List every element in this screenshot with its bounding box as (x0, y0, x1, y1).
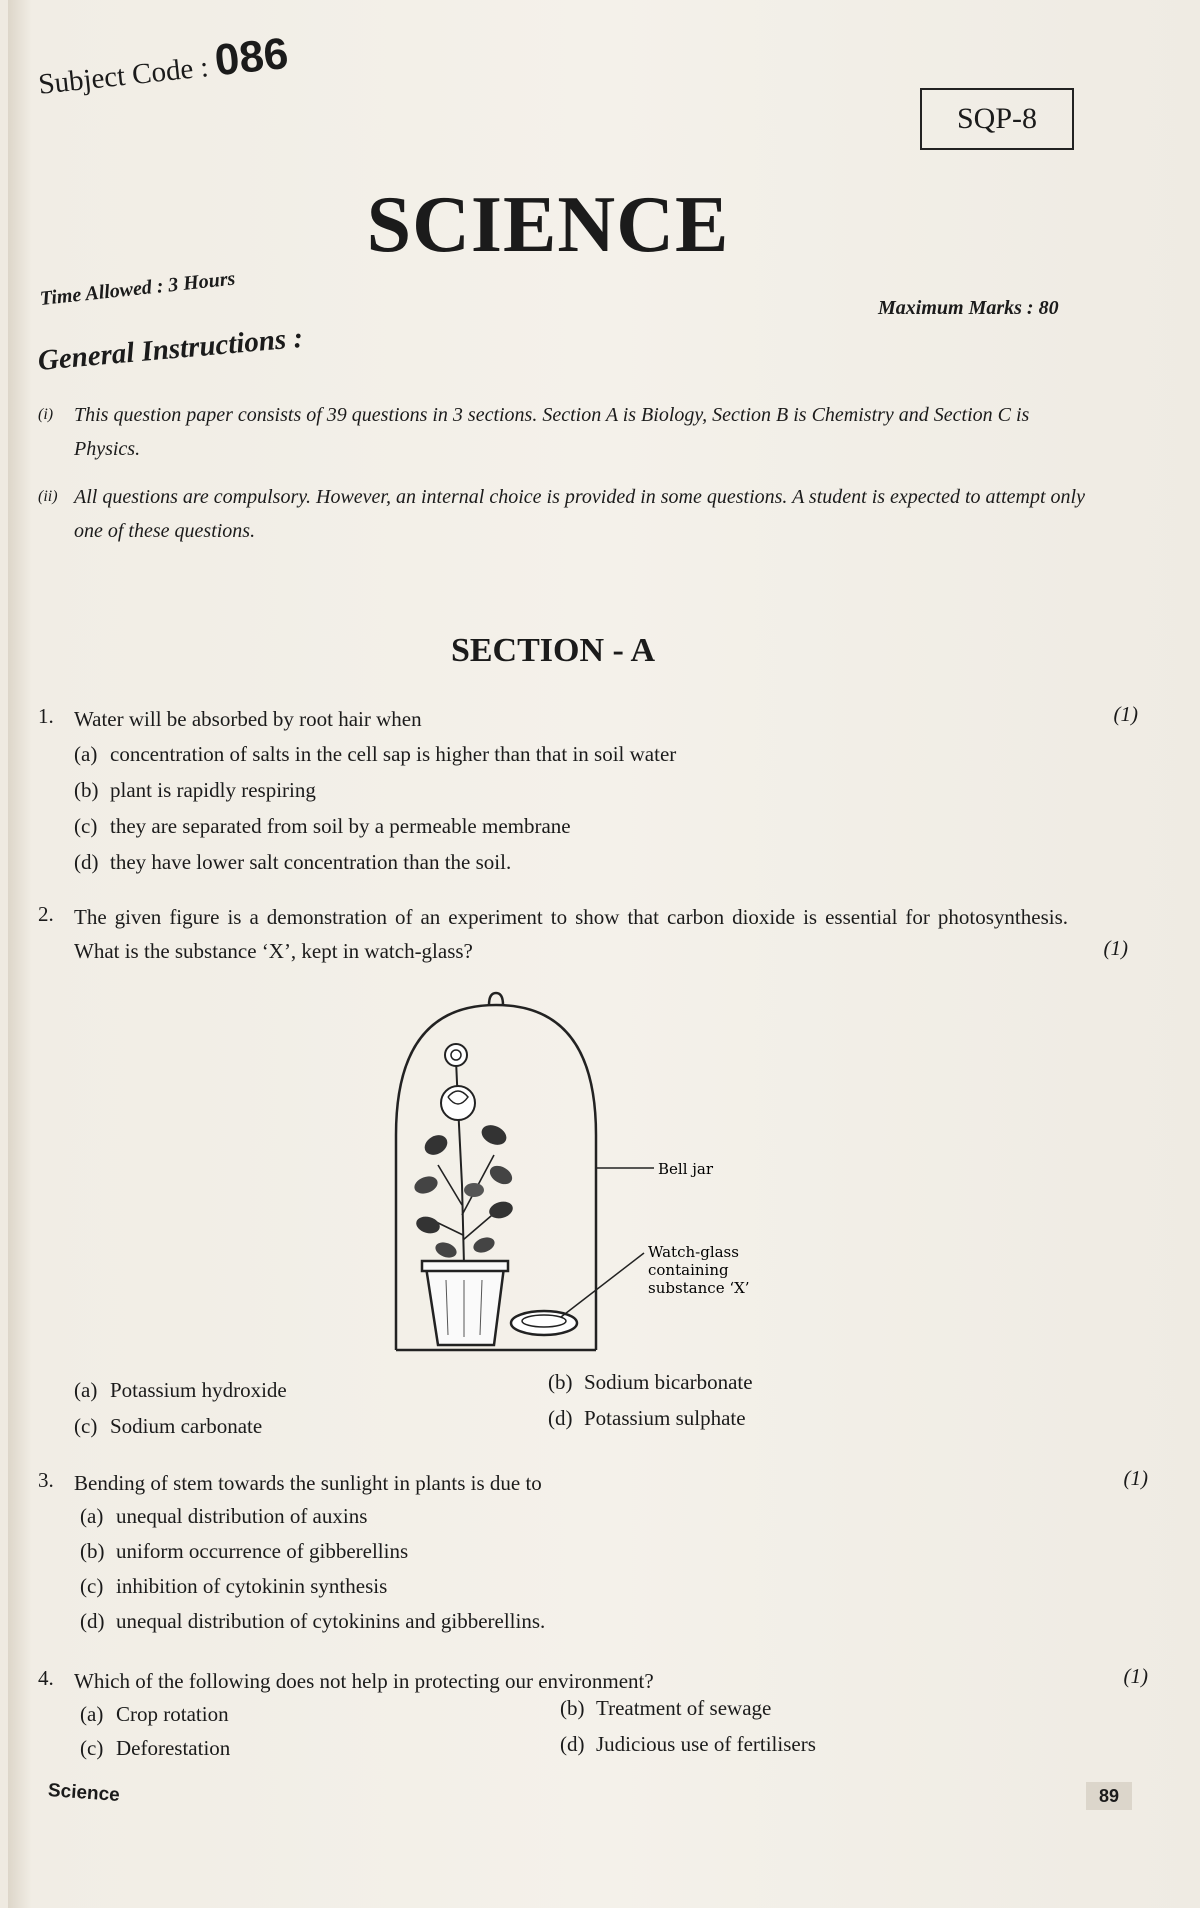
option-label: (c) (80, 1736, 104, 1760)
question-number: 1. (38, 704, 54, 728)
bell-jar-label: Bell jar (658, 1160, 714, 1178)
time-allowed: Time Allowed : 3 Hours (38, 267, 237, 310)
instructions-heading: General Instructions : (36, 321, 305, 377)
option-text: uniform occurrence of gibberellins (116, 1539, 409, 1563)
option-text: plant is rapidly respiring (110, 778, 316, 802)
question-1 (38, 702, 1138, 882)
option-a (80, 1702, 229, 1727)
option-d (560, 1732, 816, 1757)
bell-jar-illustration (386, 985, 846, 1355)
option-label: (a) (74, 742, 98, 766)
footer-subject: Science (47, 1780, 121, 1806)
option-a (74, 742, 676, 767)
option-a (74, 1378, 287, 1403)
option-d (80, 1609, 545, 1634)
subject-code-value: 086 (212, 28, 291, 86)
option-a (80, 1504, 367, 1529)
option-c (80, 1574, 387, 1599)
option-label: (d) (548, 1406, 573, 1430)
paper-code: SQP-8 (956, 102, 1038, 135)
paper-code-box (920, 88, 1074, 150)
option-text: Sodium carbonate (110, 1414, 263, 1438)
question-marks: (1) (1123, 1664, 1148, 1688)
watch-glass-label-1: Watch-glass (648, 1243, 739, 1261)
question-2 (38, 900, 1128, 968)
option-b (74, 778, 316, 803)
option-label: (c) (74, 1414, 98, 1438)
option-label: (b) (80, 1539, 105, 1563)
question-marks: (1) (1103, 936, 1128, 960)
option-d (548, 1406, 746, 1431)
option-label: (c) (74, 814, 98, 838)
question-4 (38, 1664, 1148, 1774)
instruction-text: All questions are compulsory. However, an internal choice is provided in some questions. A student is expected to attempt only one of these questions. (74, 486, 1085, 542)
subject-code (35, 29, 290, 105)
option-label: (a) (74, 1378, 98, 1402)
question-3 (38, 1466, 1148, 1636)
instruction-text: This question paper consists of 39 questions in 3 sections. Section A is Biology, Section B is Chemistry and Section C is Physics. (74, 404, 1030, 460)
option-text: Crop rotation (116, 1702, 229, 1726)
option-text: they are separated from soil by a permeable membrane (110, 814, 571, 838)
page-number-text: 89 (1098, 1785, 1120, 1806)
option-d (74, 850, 511, 875)
option-label: (b) (560, 1696, 585, 1720)
option-b (560, 1696, 771, 1721)
page-title: SCIENCE (366, 181, 730, 269)
option-label: (a) (80, 1702, 104, 1726)
question-number: 2. (38, 902, 54, 926)
option-text: Potassium hydroxide (110, 1378, 287, 1402)
option-label: (d) (560, 1732, 585, 1756)
page-number (1086, 1782, 1132, 1810)
option-label: (d) (80, 1609, 105, 1633)
option-text: Deforestation (116, 1736, 231, 1760)
question-number: 4. (38, 1666, 54, 1690)
option-text: concentration of salts in the cell sap is higher than that in soil water (110, 742, 677, 766)
option-text: unequal distribution of cytokinins and gibberellins. (116, 1609, 546, 1633)
watch-glass-label-3: substance ‘X’ (648, 1279, 750, 1297)
option-text: Sodium bicarbonate (584, 1370, 753, 1394)
maximum-marks: Maximum Marks : 80 (878, 297, 1059, 319)
option-label: (b) (74, 778, 99, 802)
watch-glass-label-2: containing (648, 1261, 729, 1279)
option-c (80, 1736, 230, 1761)
option-text: Potassium sulphate (584, 1406, 746, 1430)
question-marks: (1) (1123, 1466, 1148, 1490)
option-label: (d) (74, 850, 99, 874)
option-text: they have lower salt concentration than the soil. (110, 850, 512, 874)
section-heading: SECTION - A (450, 632, 656, 669)
option-label: (b) (548, 1370, 573, 1394)
option-text: unequal distribution of auxins (116, 1504, 368, 1528)
subject-code-label: Subject Code : (36, 51, 211, 101)
option-c (74, 1414, 262, 1439)
option-b (80, 1539, 408, 1564)
question-text: Bending of stem towards the sunlight in plants is due to (74, 1471, 542, 1495)
option-text: Treatment of sewage (596, 1696, 772, 1720)
option-c (74, 814, 571, 839)
option-label: (a) (80, 1504, 104, 1528)
question-text: Water will be absorbed by root hair when (74, 707, 422, 731)
question-text: Which of the following does not help in protecting our environment? (74, 1669, 654, 1693)
question-marks: (1) (1113, 702, 1138, 726)
instruction-item (38, 480, 1098, 548)
question-text: The given figure is a demonstration of an experiment to show that carbon dioxide is essential for photosynthesis. What is the substance ‘X’, kept in watch-glass? (74, 905, 1068, 963)
instruction-number: (i) (38, 406, 54, 423)
option-b (548, 1370, 753, 1395)
instruction-number: (ii) (38, 488, 58, 505)
option-label: (c) (80, 1574, 104, 1598)
option-text: Judicious use of fertilisers (596, 1732, 816, 1756)
bell-jar-figure (386, 985, 846, 1355)
instruction-item (38, 398, 1098, 466)
question-2-options (38, 1370, 1128, 1458)
exam-page (8, 0, 1200, 1908)
question-number: 3. (38, 1468, 54, 1492)
option-text: inhibition of cytokinin synthesis (116, 1574, 388, 1598)
